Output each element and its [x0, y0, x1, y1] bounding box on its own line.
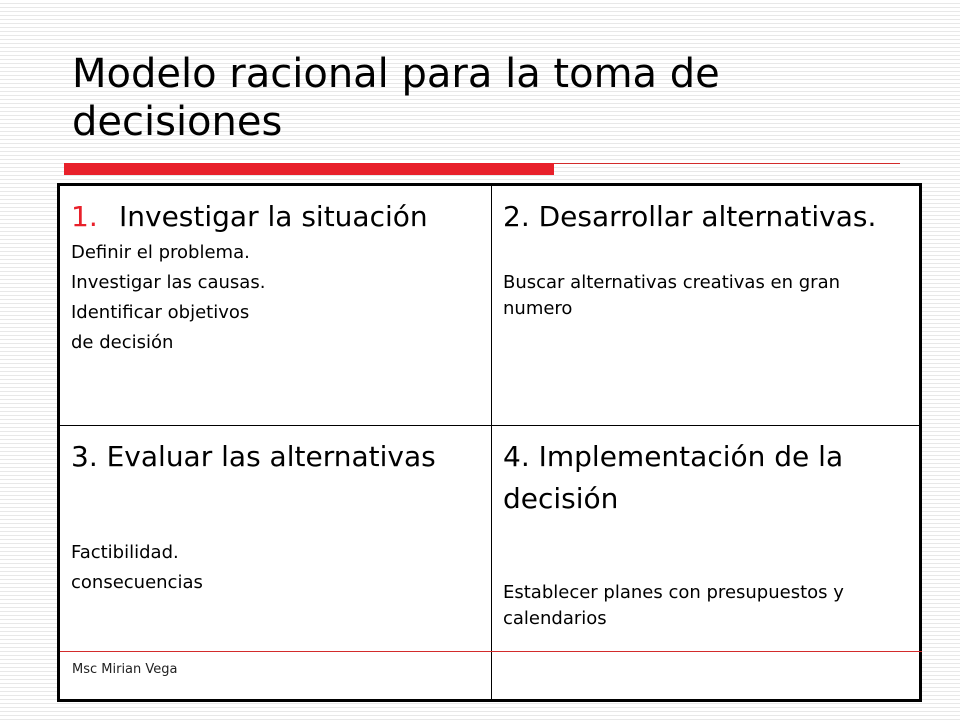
- cell-body: Establecer planes con presupuestos y calendarios: [503, 582, 844, 629]
- list-number: 1.: [71, 200, 98, 233]
- cell-line: Investigar las causas.: [71, 272, 266, 293]
- table-row: [59, 426, 921, 701]
- footer-rule: [60, 651, 922, 652]
- table-row: [59, 185, 921, 426]
- title-underline-thin: [554, 163, 900, 164]
- cell-line: Definir el problema.: [71, 242, 250, 263]
- cell-heading: 3. Evaluar las alternativas: [71, 440, 436, 473]
- table-cell-implement: [492, 426, 921, 701]
- slide-title: Modelo racional para la toma de decisiones: [72, 51, 720, 145]
- cell-heading-text: Investigar la situación: [119, 200, 428, 233]
- cell-heading: 4. Implementación de la decisión: [503, 440, 844, 515]
- table-cell-develop: [492, 185, 921, 426]
- cell-heading: [71, 196, 481, 238]
- cell-line: Factibilidad.: [71, 542, 179, 563]
- cell-heading: 2. Desarrollar alternativas.: [503, 200, 877, 233]
- footer-author: Msc Mirian Vega: [72, 662, 178, 677]
- cell-line: Identificar objetivos: [71, 302, 250, 323]
- decision-model-table: [57, 183, 922, 702]
- cell-line: de decisión: [71, 332, 174, 353]
- cell-line: consecuencias: [71, 572, 203, 593]
- table-cell-evaluate: [59, 426, 492, 701]
- cell-body: Buscar alternativas creativas en gran numero: [503, 272, 841, 319]
- table-cell-investigate: [59, 185, 492, 426]
- title-underline-accent: [64, 163, 554, 175]
